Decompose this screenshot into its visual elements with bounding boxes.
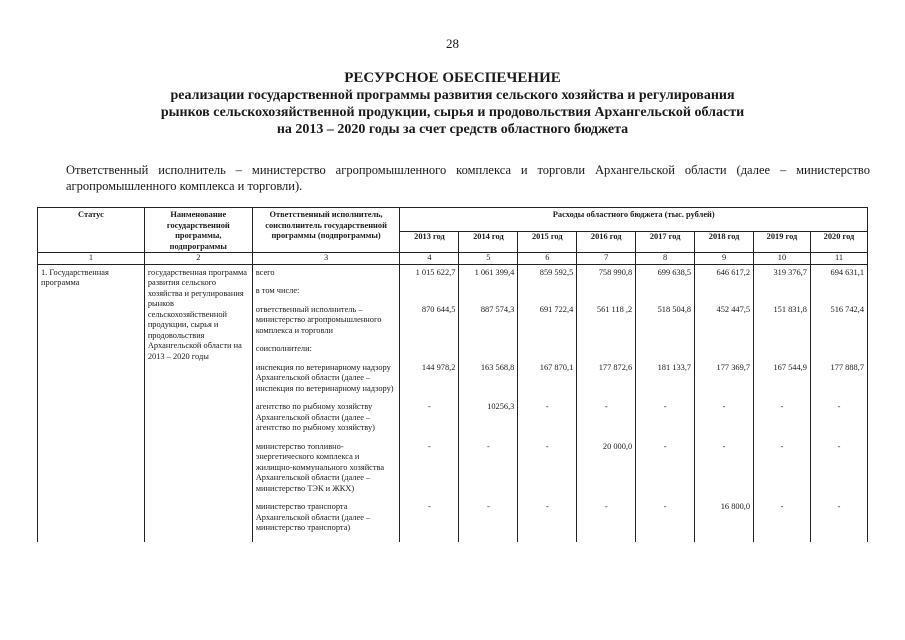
spacer-cell [695,494,754,502]
value-cell-2014-год [459,344,518,355]
executor-cell: министерство топливно-энергетического комплекса и жилищно-коммунального хозяйства Архангельской области (далее – министерство ТЭК и ЖКХ) [252,442,400,495]
header-year-2: 2015 год [518,232,577,253]
status-cell: 1. Государственная программа [38,264,145,542]
spacer-cell [459,297,518,305]
spacer-cell [400,534,459,542]
spacer-cell [636,494,695,502]
executor-cell: инспекция по ветеринарному надзору Архангельской области (далее – инспекция по ветеринарному надзору) [252,363,400,395]
value-cell-2017-год: 181 133,7 [636,363,695,395]
value-cell-2016-год [577,344,636,355]
value-cell-2015-год [518,286,577,297]
column-number-10: 10 [754,253,811,265]
header-expenses: Расходы областного бюджета (тыс. рублей) [400,208,868,232]
spacer-cell [695,278,754,286]
value-cell-2014-год: 10256,3 [459,402,518,434]
document-title [0,70,905,138]
spacer-cell [695,355,754,363]
value-cell-2019-год: 167 544,9 [754,363,811,395]
title-line-2: реализации государственной программы развития сельского хозяйства и регулирования [170,88,735,103]
spacer-cell [577,434,636,442]
spacer-cell [400,494,459,502]
value-cell-2020-год: - [810,502,867,534]
value-cell-2017-год: 699 638,5 [636,264,695,278]
spacer-cell [577,494,636,502]
spacer-cell [636,355,695,363]
value-cell-2017-год: - [636,442,695,495]
value-cell-2016-год: - [577,502,636,534]
value-cell-2013-год [400,344,459,355]
value-cell-2019-год: 319 376,7 [754,264,811,278]
spacer-cell [754,355,811,363]
value-cell-2015-год: - [518,502,577,534]
column-number-2: 2 [144,253,252,265]
page-number: 28 [446,36,459,51]
spacer-cell [810,278,867,286]
value-cell-2013-год: 870 644,5 [400,305,459,337]
spacer-cell [754,494,811,502]
value-cell-2018-год: 16 800,0 [695,502,754,534]
header-year-5: 2018 год [695,232,754,253]
value-cell-2019-год: 151 831,8 [754,305,811,337]
column-number-7: 7 [577,253,636,265]
header-year-7: 2020 год [810,232,867,253]
value-cell-2019-год: - [754,442,811,495]
value-cell-2018-год [695,286,754,297]
executor-cell: соисполнители: [252,344,400,355]
spacer-cell [695,394,754,402]
value-cell-2017-год [636,344,695,355]
value-cell-2020-год: 177 888,7 [810,363,867,395]
column-numbers-row [38,253,868,265]
executor-cell: министерство транспорта Архангельской области (далее – министерство транспорта) [252,502,400,534]
value-cell-2018-год: 177 369,7 [695,363,754,395]
value-cell-2013-год: 144 978,2 [400,363,459,395]
value-cell-2014-год: 163 568,8 [459,363,518,395]
value-cell-2020-год: - [810,402,867,434]
spacer-cell [252,434,400,442]
value-cell-2020-год: 516 742,4 [810,305,867,337]
executor-cell: ответственный исполнитель – министерство агропромышленного комплекса и торговли [252,305,400,337]
title-line-1: РЕСУРСНОЕ ОБЕСПЕЧЕНИЕ [344,70,561,86]
value-cell-2015-год: - [518,402,577,434]
spacer-cell [400,394,459,402]
intro-paragraph: Ответственный исполнитель – министерство агропромышленного комплекса и торговли Архангельской области (далее – министерство агропромышленного комплекса и торговли). [66,163,870,193]
spacer-cell [810,355,867,363]
spacer-cell [577,355,636,363]
spacer-cell [577,534,636,542]
spacer-cell [577,297,636,305]
spacer-cell [252,534,400,542]
spacer-cell [459,494,518,502]
spacer-cell [518,534,577,542]
spacer-cell [636,394,695,402]
spacer-cell [636,434,695,442]
spacer-cell [754,336,811,344]
table-row [38,264,868,278]
spacer-cell [695,534,754,542]
value-cell-2016-год: 177 872,6 [577,363,636,395]
value-cell-2015-год: 691 722,4 [518,305,577,337]
executor-cell: агентство по рыбному хозяйству Архангельской области (далее – агентство по рыбному хозяйству) [252,402,400,434]
column-number-5: 5 [459,253,518,265]
value-cell-2018-год: - [695,442,754,495]
resource-table [37,207,868,542]
header-year-1: 2014 год [459,232,518,253]
title-line-3: рынков сельскохозяйственной продукции, сырья и продовольствия Архангельской области [160,105,745,120]
spacer-cell [518,394,577,402]
column-number-6: 6 [518,253,577,265]
column-number-3: 3 [252,253,400,265]
spacer-cell [400,336,459,344]
value-cell-2017-год: 518 504,8 [636,305,695,337]
value-cell-2014-год: 887 574,3 [459,305,518,337]
value-cell-2020-год [810,344,867,355]
value-cell-2020-год: - [810,442,867,495]
spacer-cell [400,278,459,286]
value-cell-2013-год: - [400,442,459,495]
value-cell-2019-год: - [754,402,811,434]
value-cell-2016-год: - [577,402,636,434]
value-cell-2017-год: - [636,502,695,534]
header-year-4: 2017 год [636,232,695,253]
spacer-cell [636,297,695,305]
title-line-4: на 2013 – 2020 годы за счет средств областного бюджета [276,122,629,137]
column-number-4: 4 [400,253,459,265]
spacer-cell [252,494,400,502]
executor-cell: всего [252,264,400,278]
value-cell-2020-год: 694 631,1 [810,264,867,278]
spacer-cell [459,434,518,442]
spacer-cell [695,297,754,305]
spacer-cell [810,494,867,502]
header-year-3: 2016 год [577,232,636,253]
spacer-cell [252,278,400,286]
value-cell-2015-год [518,344,577,355]
value-cell-2013-год: - [400,502,459,534]
spacer-cell [636,534,695,542]
value-cell-2013-год: 1 015 622,7 [400,264,459,278]
value-cell-2014-год: 1 061 399,4 [459,264,518,278]
spacer-cell [754,534,811,542]
value-cell-2015-год: - [518,442,577,495]
spacer-cell [518,336,577,344]
value-cell-2013-год [400,286,459,297]
value-cell-2014-год: - [459,502,518,534]
header-executor: Ответственный исполнитель, соисполнитель государственной программы (подпрограммы) [252,208,400,253]
column-number-11: 11 [810,253,867,265]
spacer-cell [400,297,459,305]
spacer-cell [400,355,459,363]
value-cell-2018-год: 452 447,5 [695,305,754,337]
spacer-cell [810,336,867,344]
spacer-cell [252,336,400,344]
value-cell-2014-год: - [459,442,518,495]
value-cell-2014-год [459,286,518,297]
spacer-cell [518,297,577,305]
spacer-cell [459,336,518,344]
spacer-cell [459,355,518,363]
value-cell-2018-год: 646 617,2 [695,264,754,278]
spacer-cell [810,394,867,402]
spacer-cell [577,278,636,286]
value-cell-2016-год: 20 000,0 [577,442,636,495]
header-status: Статус [38,208,145,253]
spacer-cell [695,336,754,344]
spacer-cell [400,434,459,442]
program-cell: государственная программа развития сельского хозяйства и регулирования рынков сельскохозяйственной продукции, сырья и продовольствия Архангельской области на 2013 – 2020 годы [144,264,252,542]
table-body [38,264,868,542]
spacer-cell [810,534,867,542]
spacer-cell [518,434,577,442]
spacer-cell [518,494,577,502]
spacer-cell [810,297,867,305]
spacer-cell [252,355,400,363]
value-cell-2019-год: - [754,502,811,534]
spacer-cell [252,297,400,305]
value-cell-2016-год [577,286,636,297]
header-program-name: Наименование государственной программы, подпрограммы [144,208,252,253]
spacer-cell [754,297,811,305]
value-cell-2018-год: - [695,402,754,434]
spacer-cell [518,355,577,363]
executor-cell: в том числе: [252,286,400,297]
value-cell-2015-год: 167 870,1 [518,363,577,395]
header-year-0: 2013 год [400,232,459,253]
value-cell-2015-год: 859 592,5 [518,264,577,278]
column-number-9: 9 [695,253,754,265]
spacer-cell [459,394,518,402]
value-cell-2013-год: - [400,402,459,434]
spacer-cell [754,394,811,402]
value-cell-2017-год: - [636,402,695,434]
spacer-cell [577,394,636,402]
value-cell-2019-год [754,344,811,355]
value-cell-2017-год [636,286,695,297]
spacer-cell [252,394,400,402]
column-number-8: 8 [636,253,695,265]
value-cell-2016-год: 758 990,8 [577,264,636,278]
value-cell-2018-год [695,344,754,355]
spacer-cell [754,278,811,286]
column-number-1: 1 [38,253,145,265]
value-cell-2016-год: 561 118 ,2 [577,305,636,337]
value-cell-2019-год [754,286,811,297]
spacer-cell [459,278,518,286]
spacer-cell [754,434,811,442]
value-cell-2020-год [810,286,867,297]
spacer-cell [518,278,577,286]
header-year-6: 2019 год [754,232,811,253]
spacer-cell [695,434,754,442]
spacer-cell [810,434,867,442]
spacer-cell [577,336,636,344]
spacer-cell [459,534,518,542]
spacer-cell [636,278,695,286]
spacer-cell [636,336,695,344]
